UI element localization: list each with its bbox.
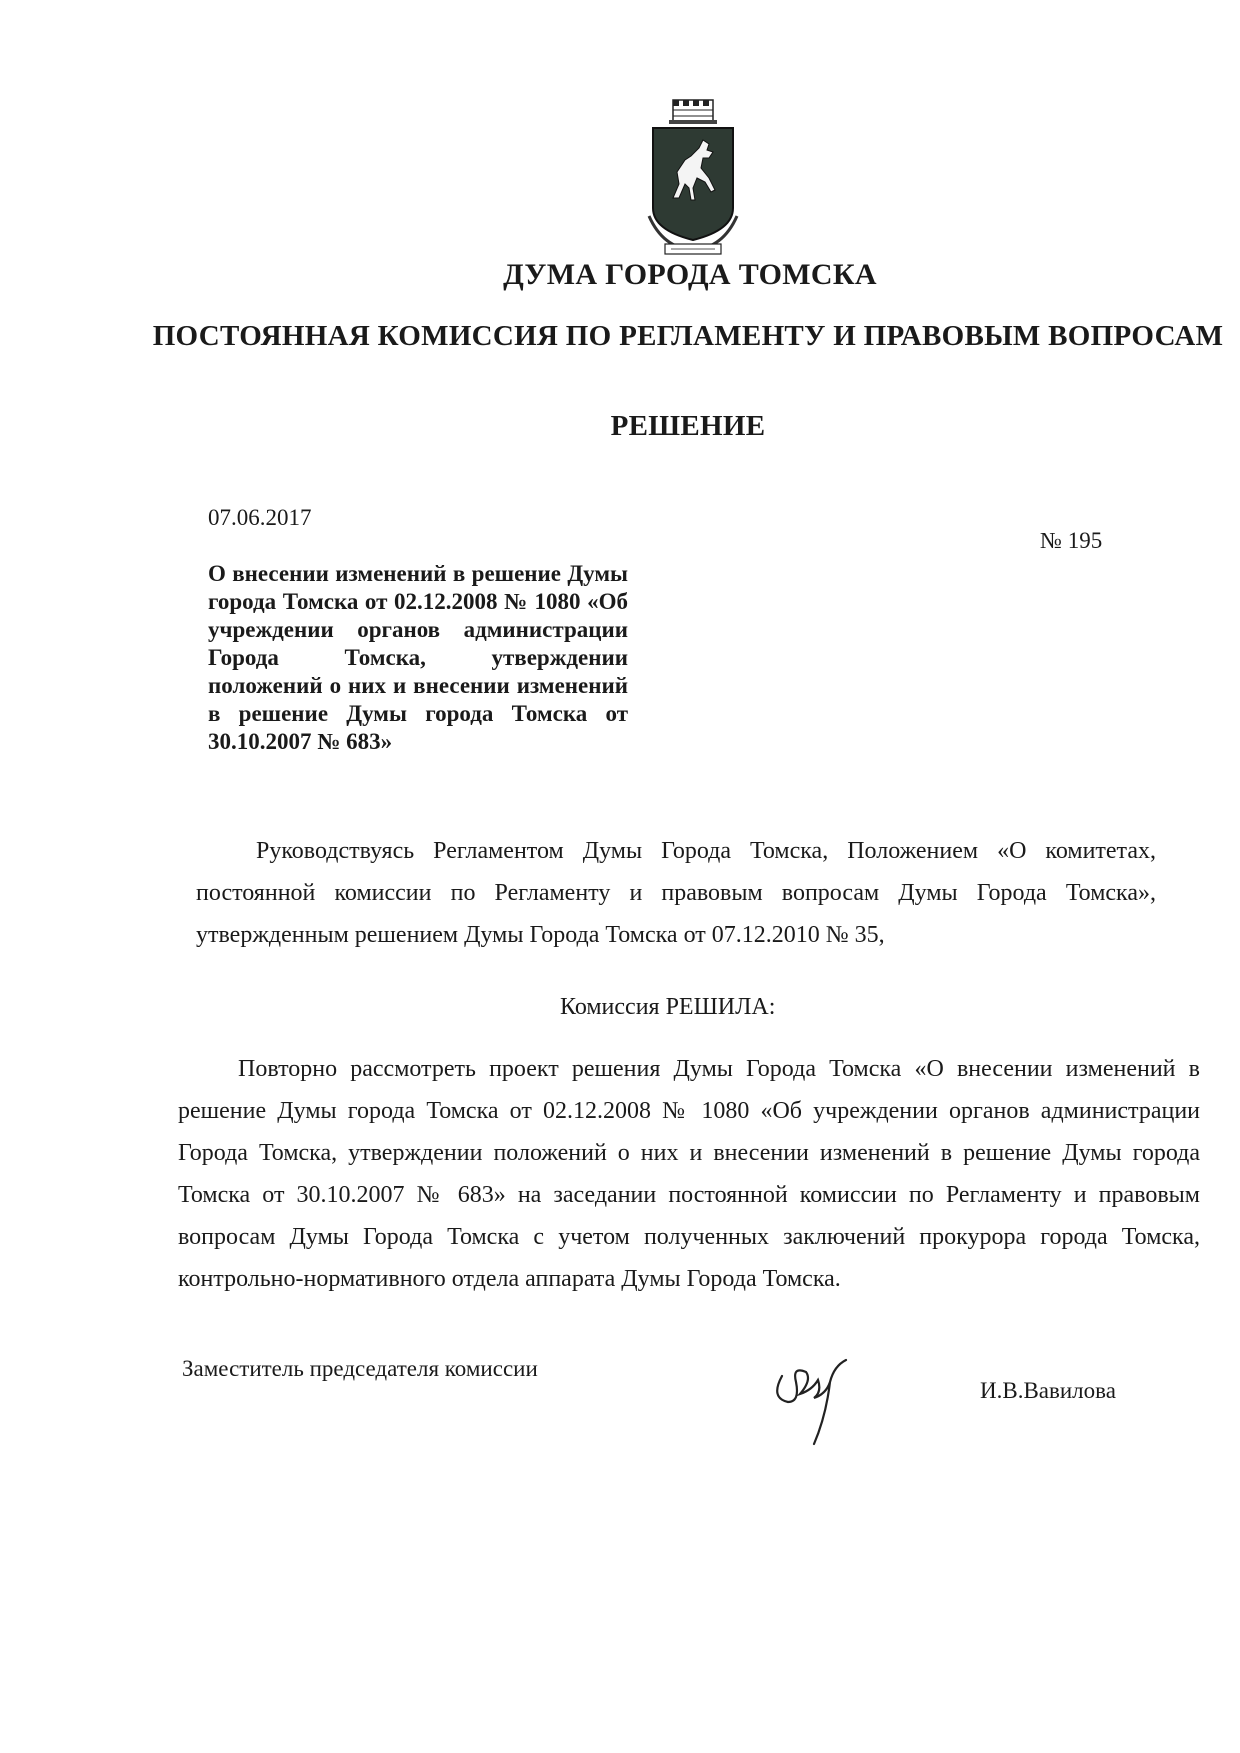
document-type-title: РЕШЕНИЕ: [610, 410, 766, 442]
document-date: 07.06.2017: [208, 505, 312, 530]
coat-of-arms-icon: [643, 98, 743, 258]
document-number: № 195: [1040, 528, 1103, 553]
commission-title: ПОСТОЯННАЯ КОМИССИЯ ПО РЕГЛАМЕНТУ И ПРАВОВЫМ ВОПРОСАМ: [152, 320, 1224, 352]
preamble-paragraph: Руководствуясь Регламентом Думы Города Томска, Положением «О комитетах, постоянной комиссии по Регламенту и правовым вопросам Думы Города Томска», утвержденным решением Думы Города Томска от 07.12.2010 № 35,: [196, 838, 1156, 948]
organization-title: ДУМА ГОРОДА ТОМСКА: [503, 258, 877, 291]
document-subject: О внесении изменений в решение Думы города Томска от 02.12.2008 № 1080 «Об учреждении органов администрации Города Томска, утверждении положений о них и внесении изменений в решение Думы города Томска от 30.10.2007 № 683»: [208, 561, 628, 754]
signer-name: И.В.Вавилова: [980, 1378, 1116, 1403]
signature-icon: [752, 1336, 872, 1448]
decided-label: Комиссия РЕШИЛА:: [560, 994, 776, 1020]
resolution-paragraph: Повторно рассмотреть проект решения Думы Города Томска «О внесении изменений в решение Думы города Томска от 02.12.2008 № 1080 «Об учреждении органов администрации Города Томска, утверждении положений о них и внесении изменений в решение Думы города Томска от 30.10.2007 № 683» на заседании постоянной комиссии по Регламенту и правовым вопросам Думы Города Томска с учетом полученных заключений прокурора города Томска, контрольно-нормативного отдела аппарата Думы Города Томска.: [178, 1056, 1200, 1292]
signer-role: Заместитель председателя комиссии: [182, 1356, 538, 1381]
